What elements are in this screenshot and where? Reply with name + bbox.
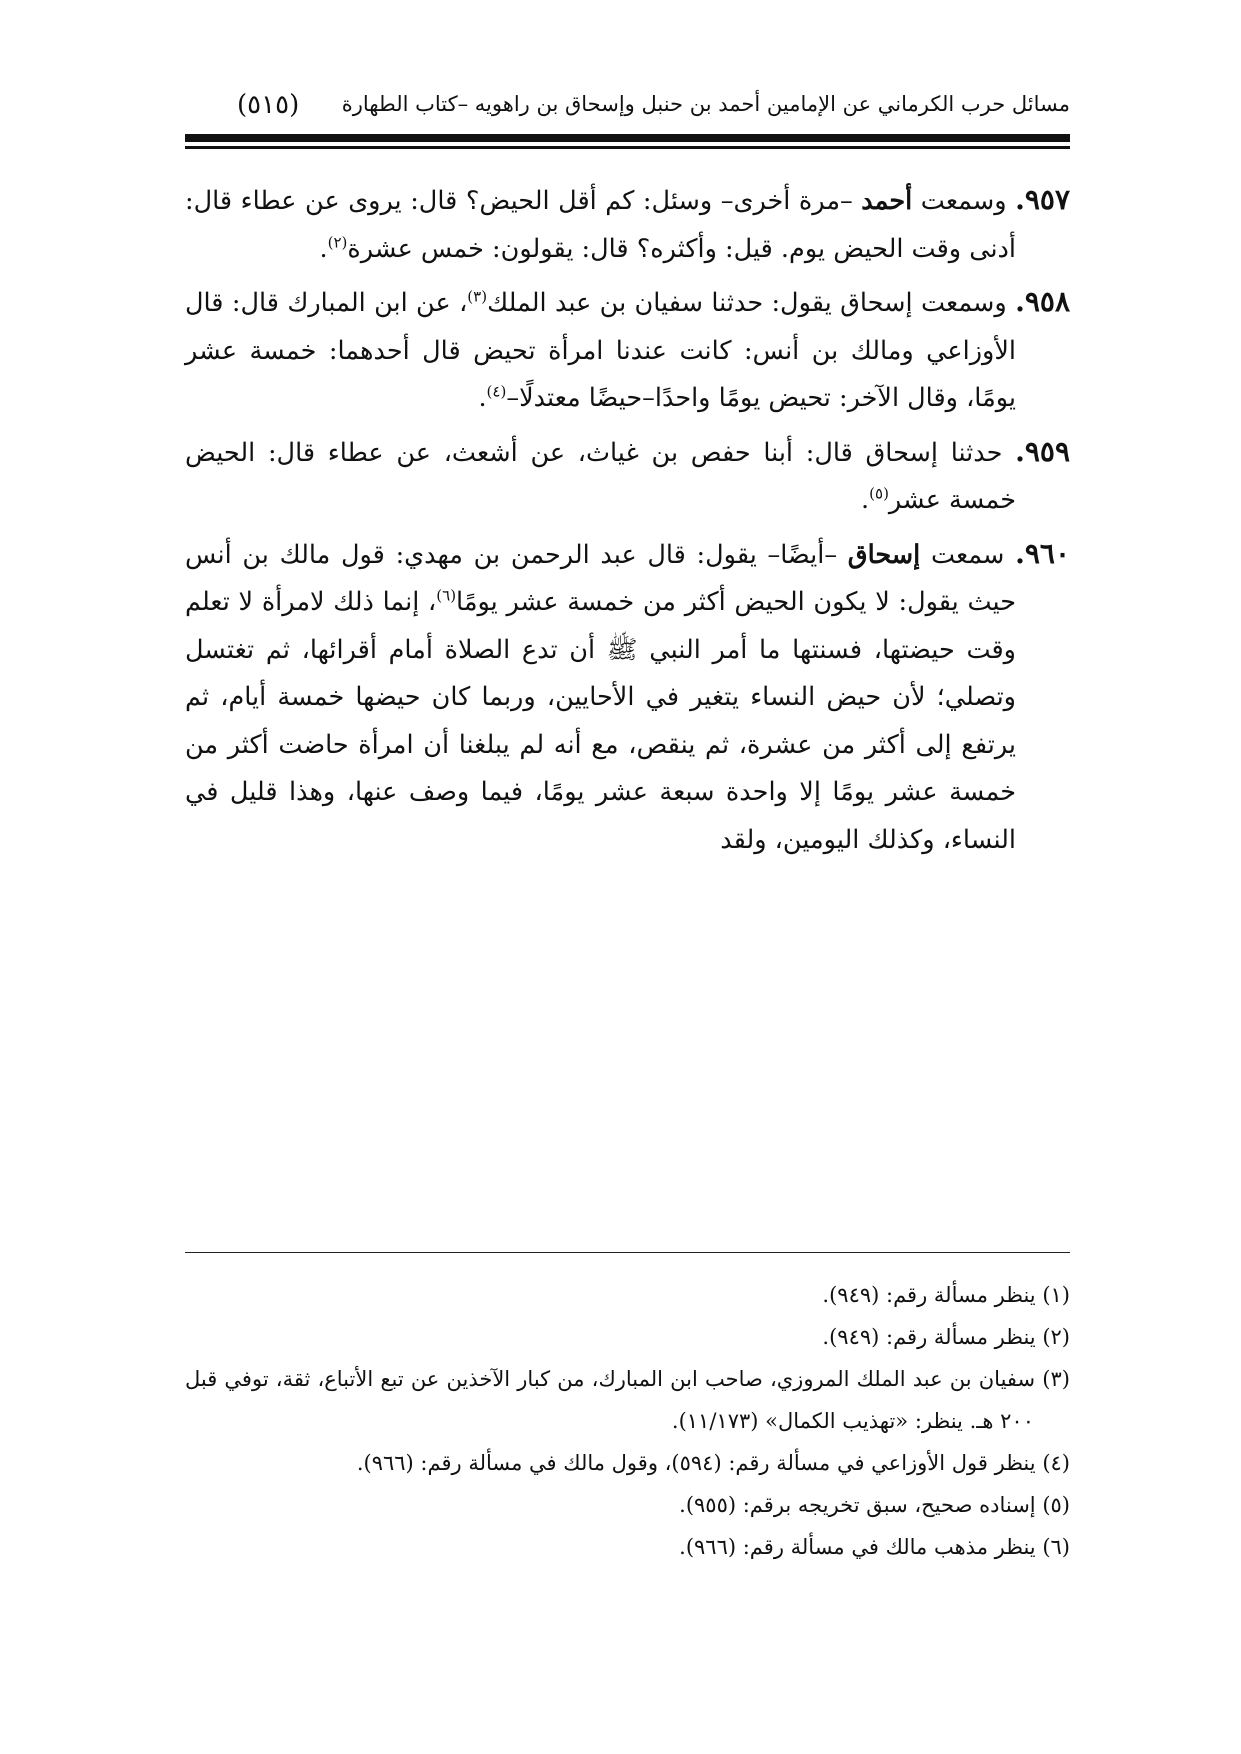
entry-name: إسحاق <box>847 539 921 570</box>
footnote-separator <box>185 1252 1070 1253</box>
entry-text: سمعت <box>920 539 1016 570</box>
entry-number: ٩٦٠. <box>1015 536 1070 570</box>
footnote-ref: (٢) <box>327 233 348 251</box>
footnote-text: ينظر مسألة رقم: (٩٤٩). <box>822 1283 1036 1307</box>
footnote-number: (٥) <box>1042 1493 1070 1517</box>
entry-text: حدثنا إسحاق قال: أبنا حفص بن غياث، عن أشعث، عن عطاء قال: الحيض خمسة عشر <box>185 437 1016 515</box>
footnote-1 <box>185 1274 1070 1316</box>
entry-text: وسمعت إسحاق يقول: حدثنا سفيان بن عبد الملك <box>487 288 1016 318</box>
entry-text: ، إنما ذلك لامرأة لا تعلم وقت حيضتها، فسنتها ما أمر النبي ﷺ أن تدع الصلاة أمام أقرائها، ثم تغتسل وتصلي؛ لأن حيض النساء يتغير في الأحايين، وربما كان حيضها خمسة أيام، ثم يرتفع إلى أكثر من عشرة، ثم ينقص، مع أنه لم يبلغنا أن امرأة حاضت أكثر من خمسة عشر يومًا إلا واحدة سبعة عشر يومًا، فيما وصف عنها، وهذا قليل في النساء، وكذلك اليومين، ولقد <box>185 587 1016 855</box>
footnote-ref: (٦) <box>436 586 457 605</box>
footnote-4 <box>185 1442 1070 1484</box>
footnotes <box>185 1274 1070 1568</box>
footnote-3 <box>185 1358 1070 1442</box>
footnote-ref: (٥) <box>869 484 889 503</box>
footnote-number: (٤) <box>1042 1451 1070 1475</box>
entry-text: –أيضًا– يقول: قال عبد الرحمن بن مهدي: قول مالك بن أنس حيث يقول: لا يكون الحيض أكثر من خمسة عشر يومًا <box>185 539 1016 617</box>
footnote-text: سفيان بن عبد الملك المروزي، صاحب ابن المبارك، من كبار الآخذين عن تبع الأتباع، ثقة، توفي قبل ٢٠٠ هـ. ينظر: «تهذيب الكمال» (١١/١٧٣). <box>185 1367 1036 1433</box>
footnote-number: (٦) <box>1042 1535 1070 1559</box>
entry-text: . <box>319 233 328 264</box>
entry-957 <box>185 176 1070 273</box>
footnote-6 <box>185 1526 1070 1568</box>
header-rule-thick <box>185 134 1070 142</box>
footnote-number: (١) <box>1042 1283 1070 1307</box>
page-number: (٥١٥) <box>237 90 300 120</box>
entry-name: أحمد <box>861 186 913 216</box>
entry-text: . <box>478 383 487 413</box>
footnote-ref: (٣) <box>467 287 488 306</box>
entry-text: وسمعت <box>912 186 1016 216</box>
entry-text: . <box>861 485 870 515</box>
entry-text: –مرة أخرى– وسئل: كم أقل الحيض؟ قال: يروى عن عطاء قال: أدنى وقت الحيض يوم. قيل: وأكثره؟ قال: يقولون: خمس عشرة <box>185 186 1016 264</box>
entry-number: ٩٥٨. <box>1015 285 1070 318</box>
footnote-text: ينظر قول الأوزاعي في مسألة رقم: (٥٩٤)، وقول مالك في مسألة رقم: (٩٦٦). <box>356 1451 1036 1475</box>
footnote-ref: (٤) <box>486 382 507 401</box>
entry-959 <box>185 428 1070 525</box>
footnote-text: ينظر مسألة رقم: (٩٤٩). <box>822 1325 1036 1349</box>
footnote-number: (٢) <box>1042 1325 1070 1349</box>
entry-number: ٩٥٩. <box>1015 434 1070 468</box>
footnote-text: ينظر مذهب مالك في مسألة رقم: (٩٦٦). <box>679 1535 1036 1559</box>
running-header <box>185 92 1070 132</box>
header-title: مسائل حرب الكرماني عن الإمامين أحمد بن حنبل وإسحاق بن راهويه –كتاب الطهارة <box>341 92 1070 116</box>
footnote-text: إسناده صحيح، سبق تخريجه برقم: (٩٥٥). <box>679 1493 1036 1517</box>
entry-958 <box>185 278 1070 423</box>
entry-text: ، عن ابن المبارك قال: قال الأوزاعي ومالك بن أنس: كانت عندنا امرأة تحيض قال أحدهما: خمسة عشر يومًا، وقال الآخر: تحيض يومًا واحدًا–حيضًا معتدلًا– <box>185 288 1016 413</box>
header-rule-thin <box>185 146 1070 149</box>
footnote-2 <box>185 1316 1070 1358</box>
entry-960 <box>185 530 1070 865</box>
footnote-number: (٣) <box>1042 1367 1070 1391</box>
footnote-5 <box>185 1484 1070 1526</box>
main-text <box>185 176 1070 869</box>
entry-number: ٩٥٧. <box>1015 183 1070 216</box>
